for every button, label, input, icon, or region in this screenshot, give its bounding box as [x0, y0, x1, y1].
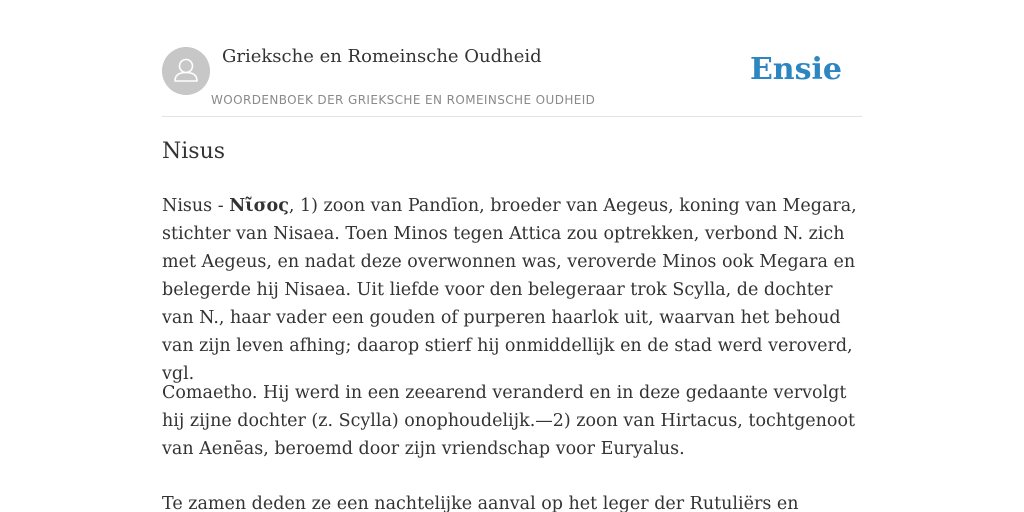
site-header: [162, 0, 862, 117]
entry-paragraph-1: [162, 192, 862, 388]
entry-title: Nisus: [162, 139, 226, 164]
user-avatar-icon[interactable]: [162, 47, 210, 95]
entry-paragraph-3: Te zamen deden ze een nachtelijke aanval op het leger der Rutuliërs en: [162, 494, 799, 512]
entry-paragraph-1-text: , 1) zoon van Pandīon, broeder van Aegeus, koning van Megara, stichter van Nisaea. Toen Minos tegen Attica zou optrekken, verbond N. zich met Aegeus, en nadat deze overwonnen was, veroverde Minos ook Megara en belegerde hij Nisaea. Uit liefde voor den belegeraar trok Scylla, de dochter van N., haar vader een gouden of purperen haarlok uit, waarvan het behoud van zijn leven afhing; daarop stierf hij onmiddellijk en de stad werd veroverd, vgl.: [162, 196, 857, 384]
entry-lead: Nisus -: [162, 196, 230, 216]
dictionary-subtitle: WOORDENBOEK DER GRIEKSCHE EN ROMEINSCHE OUDHEID: [211, 93, 596, 107]
greek-term: Νῖσος: [229, 196, 289, 216]
page-container: [162, 0, 862, 512]
ensie-logo-link[interactable]: Ensie: [749, 52, 842, 87]
dictionary-title-link[interactable]: Grieksche en Romeinsche Oudheid: [222, 46, 542, 67]
user-icon: [162, 47, 210, 95]
entry-paragraph-2: Comaetho. Hij werd in een zeearend veranderd en in deze gedaante vervolgt hij zijne dochter (z. Scylla) onophoudelijk.—2) zoon van Hirtacus, tochtgenoot van Aenēas, beroemd door zijn vriendschap voor Euryalus.: [162, 383, 856, 459]
